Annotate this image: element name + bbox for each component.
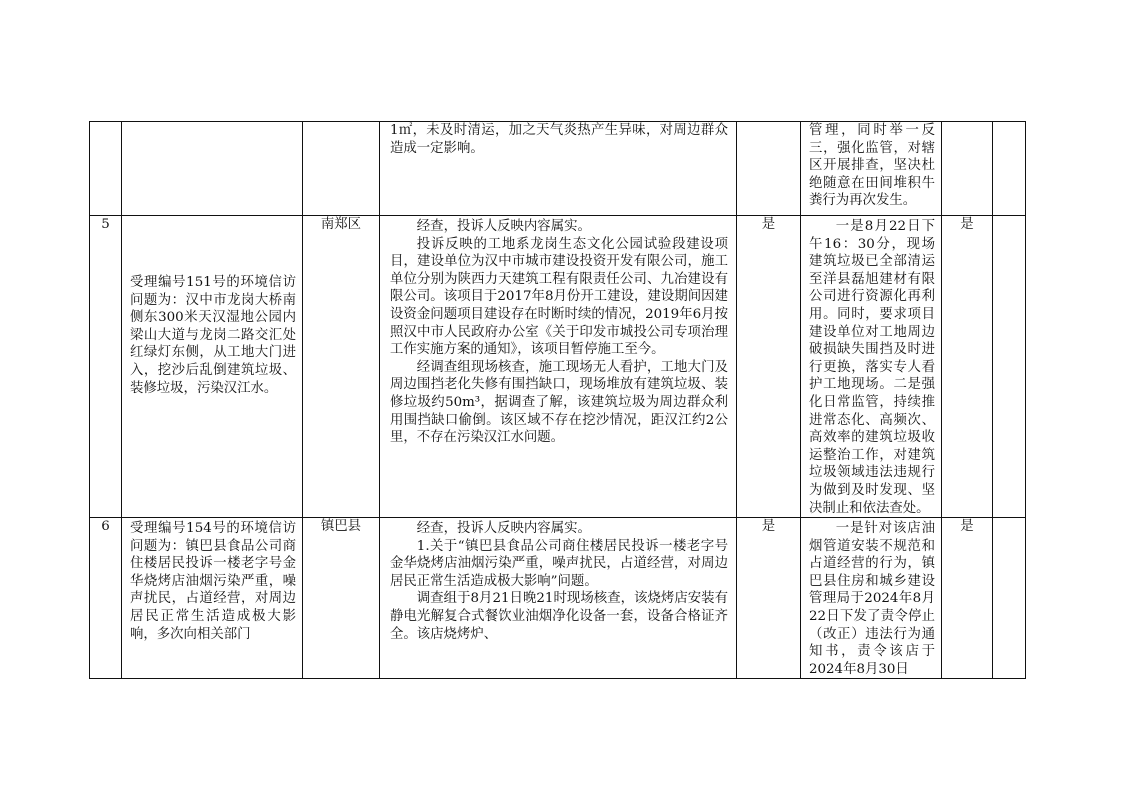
is-confirmed: 是: [737, 216, 801, 518]
investigation-findings: [380, 122, 737, 216]
actions-paragraph: 一是8月22日下午16：30分，现场建筑垃圾已全部清运至洋县磊旭建材有限公司进行资源化再利用。同时，要求项目建设单位对工地周边破损缺失围挡及时进行更换，落实专人看护工地现场。二是强化日常监管，持续推进常态化、高频次、高效率的建筑垃圾收运整治工作，对建筑垃圾领域违法违规行为做到及时发现、坚决制止和依法查处。: [809, 219, 935, 516]
is-resolved: 是: [942, 518, 993, 679]
is-resolved: 是: [942, 216, 993, 518]
handling-actions: [801, 216, 942, 518]
petition-table: [89, 121, 1026, 679]
handling-actions: [801, 518, 942, 679]
findings-paragraph: 经查，投诉人反映内容属实。: [416, 219, 591, 234]
findings-paragraph: 经查，投诉人反映内容属实。: [416, 521, 591, 537]
district: 镇巴县: [303, 518, 380, 679]
district: 南郑区: [303, 216, 380, 518]
district: [303, 122, 380, 216]
is-confirmed: 是: [737, 518, 801, 679]
remarks-cell: [993, 518, 1026, 679]
table-row: [90, 216, 1026, 518]
investigation-findings: [380, 216, 737, 518]
findings-paragraph: 调查组于8月21日晚21时现场核查，该烧烤店安装有静电光解复合式餐饮业油烟净化设备一套，设备合格证齐全。该店烧烤炉、: [390, 591, 728, 642]
findings-paragraph: 投诉反映的工地系龙岗生态文化公园试验段建设项目，建设单位为汉中市城市建设投资开发有限公司，施工单位分别为陕西力天建筑工程有限责任公司、九冶建设有限公司。该项目于2017年8月份开工建设，建设期间因建设资金问题项目建设存在时断时续的情况，2019年6月按照汉中市人民政府办公室《关于印发市城投公司专项治理工作实施方案的通知》，该项目暂停施工至今。: [390, 236, 728, 358]
remarks-cell: [993, 216, 1026, 518]
table-row: [90, 518, 1026, 679]
findings-paragraph: 1.关于“镇巴县食品公司商住楼居民投诉一楼老字号金华烧烤店油烟污染严重，噪声扰民，占道经营，对周边居民正常生活造成极大影响”问题。: [390, 538, 728, 589]
findings-paragraph: 1㎡，未及时清运，加之天气炎热产生异味，对周边群众造成一定影响。: [390, 123, 728, 156]
row-number: 5: [90, 216, 122, 518]
remarks-cell: [993, 122, 1026, 216]
complaint-description: [122, 122, 303, 216]
row-number: 6: [90, 518, 122, 679]
row-number: [90, 122, 122, 216]
investigation-findings: [380, 518, 737, 679]
is-confirmed: [737, 122, 801, 216]
handling-actions: [801, 122, 942, 216]
complaint-description: 受理编号151号的环境信访问题为：汉中市龙岗大桥南侧东300米天汉湿地公园内梁山大道与龙岗二路交汇处红绿灯东侧，从工地大门进入，挖沙后乱倒建筑垃圾、装修垃圾，污染汉江水。: [122, 216, 303, 518]
actions-paragraph: 一是针对该店油烟管道安装不规范和占道经营的行为，镇巴县住房和城乡建设管理局于2024年8月22日下发了责令停止（改正）违法行为通知书，责令该店于2024年8月30日: [809, 521, 935, 677]
is-resolved: [942, 122, 993, 216]
findings-paragraph: 经调查组现场核查，施工现场无人看护，工地大门及周边围挡老化失修有围挡缺口，现场堆放有建筑垃圾、装修垃圾约50m³，据调查了解，该建筑垃圾为周边群众利用围挡缺口偷倒。该区域不存在挖沙情况，距汉江约2公里，不存在污染汉江水问题。: [390, 359, 728, 446]
table-row: [90, 122, 1026, 216]
complaint-description: 受理编号154号的环境信访问题为：镇巴县食品公司商住楼居民投诉一楼老字号金华烧烤店油烟污染严重，噪声扰民，占道经营，对周边居民正常生活造成极大影响，多次向相关部门: [122, 518, 303, 679]
actions-paragraph: 管理，同时举一反三，强化监管，对辖区开展排查，坚决杜绝随意在田间堆积牛粪行为再次发生。: [809, 123, 935, 209]
